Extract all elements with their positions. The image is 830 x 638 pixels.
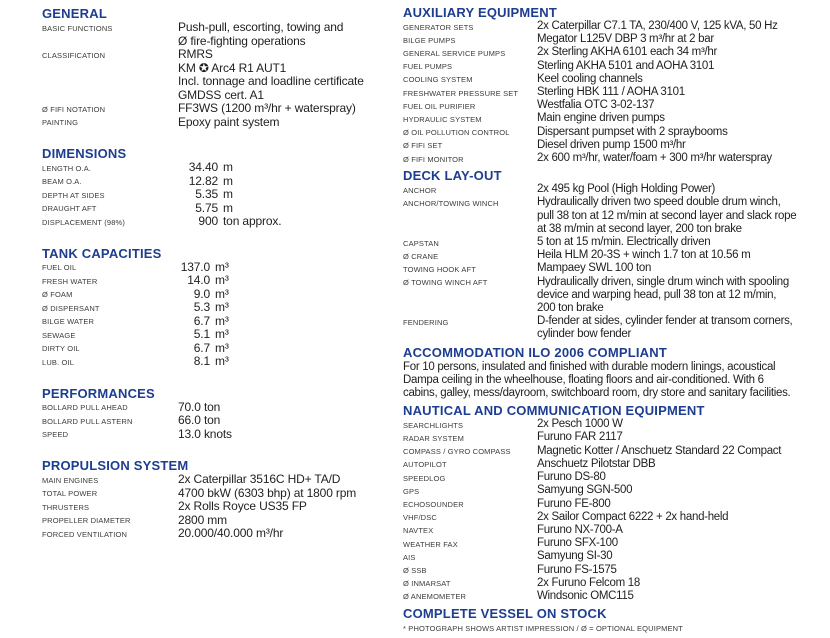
spec-label: ECHOSOUNDER xyxy=(403,500,464,509)
value-line: Windsonic OMC115 xyxy=(537,589,634,602)
spec-value xyxy=(537,445,830,458)
spec-row xyxy=(403,249,830,262)
value-line: 13.0 knots xyxy=(178,426,232,441)
spec-value xyxy=(537,458,830,471)
value-line: 2x Caterpillar C7.1 TA, 230/400 V, 125 kVA, 50 Hz xyxy=(537,20,778,32)
footnote: * PHOTOGRAPH SHOWS ARTIST IMPRESSION / Ø = OPTIONAL EQUIPMENT xyxy=(403,624,683,634)
spec-label: BOLLARD PULL AHEAD xyxy=(42,403,128,412)
spec-value xyxy=(537,183,830,196)
spec-value xyxy=(178,274,403,288)
spec-label: Ø ANEMOMETER xyxy=(403,592,467,602)
value-unit: m³ xyxy=(215,354,229,368)
spec-row xyxy=(403,20,830,33)
value-line: Samyung SI-30 xyxy=(537,550,613,563)
value-number: 14.0 xyxy=(187,273,210,287)
spec-label: Ø FIFI SET xyxy=(403,141,443,151)
spec-value xyxy=(178,527,403,541)
spec-value xyxy=(537,196,830,236)
value-unit: m³ xyxy=(215,273,229,287)
spec-label: FUEL OIL PURIFIER xyxy=(403,101,476,111)
spec-row xyxy=(42,401,403,415)
value-unit: ton approx. xyxy=(223,214,282,228)
spec-row xyxy=(403,276,830,316)
spec-label: THRUSTERS xyxy=(42,502,90,512)
spec-value xyxy=(537,262,830,275)
section-general xyxy=(42,6,403,129)
spec-label: FUEL OIL xyxy=(42,263,77,272)
value-number: 6.7 xyxy=(193,340,210,355)
value-line: 2x Sailor Compact 6222 + 2x hand-held xyxy=(537,510,729,523)
section-title: PROPULSION SYSTEM xyxy=(42,458,189,473)
value-number: 12.82 xyxy=(188,173,218,188)
spec-label: DEPTH AT SIDES xyxy=(42,190,105,200)
value-line: 20.000/40.000 m³/hr xyxy=(178,526,284,540)
spec-value xyxy=(537,524,830,537)
value-number: 5.75 xyxy=(195,200,218,215)
spec-row xyxy=(42,328,403,342)
paragraph-line: cabins, galley, mess/dayroom, switchboard room, dry store and sanitary facilities. xyxy=(403,387,791,400)
spec-row xyxy=(42,215,403,229)
value-line: Mampaey SWL 100 ton xyxy=(537,262,652,275)
spec-label: NAVTEX xyxy=(403,526,434,536)
value-number: 5.1 xyxy=(193,327,210,341)
spec-label: CAPSTAN xyxy=(403,238,439,248)
section-title: TANK CAPACITIES xyxy=(42,245,162,261)
spec-row xyxy=(42,527,403,541)
spec-value xyxy=(537,276,830,316)
value-line: Dispersant pumpset with 2 spraybooms xyxy=(537,125,728,138)
spec-row xyxy=(42,301,403,315)
value-unit: m³ xyxy=(215,340,229,355)
spec-value xyxy=(537,86,830,99)
spec-value xyxy=(178,288,403,302)
value-line: Anschuetz Pilotstar DBB xyxy=(537,457,656,470)
spec-label: BILGE PUMPS xyxy=(403,35,456,45)
spec-value xyxy=(178,188,403,202)
value-number: 8.1 xyxy=(193,354,210,368)
value-unit: m³ xyxy=(215,313,229,328)
value-number: 9.0 xyxy=(193,286,210,301)
section-accommodation-ilo-2006-compliant xyxy=(403,346,830,401)
value-unit: m³ xyxy=(215,259,229,274)
value-line: 2x Caterpillar 3516C HD+ TA/D xyxy=(178,472,341,486)
section-title: COMPLETE VESSEL ON STOCK xyxy=(403,606,607,622)
spec-value xyxy=(537,471,830,484)
section-title: DECK LAY-OUT xyxy=(403,168,502,184)
value-line: device and warping head, pull 38 ton at 12 m/min, xyxy=(537,288,777,301)
spec-label: TOWING HOOK AFT xyxy=(403,264,476,274)
spec-value xyxy=(178,514,403,528)
section-title: PERFORMANCES xyxy=(42,385,155,401)
value-unit: m xyxy=(223,187,233,201)
spec-row xyxy=(403,511,830,524)
value-line: FF3WS (1200 m³/hr + waterspray) xyxy=(178,101,356,115)
spec-value xyxy=(178,473,403,487)
spec-row xyxy=(42,355,403,369)
spec-row xyxy=(403,112,830,125)
spec-value xyxy=(537,46,830,59)
spec-row xyxy=(403,196,830,236)
spec-value xyxy=(178,21,403,48)
spec-value xyxy=(537,537,830,550)
spec-row xyxy=(403,86,830,99)
section-nautical-and-communication-equipment xyxy=(403,404,830,603)
spec-label: Ø INMARSAT xyxy=(403,579,451,589)
value-line: Sterling HBK 111 / AOHA 3101 xyxy=(537,86,685,99)
right-column xyxy=(403,6,830,633)
spec-label: COOLING SYSTEM xyxy=(403,75,473,85)
spec-value xyxy=(178,342,403,356)
spec-row xyxy=(403,152,830,165)
spec-row xyxy=(403,46,830,59)
spec-value xyxy=(178,175,403,189)
spec-row xyxy=(42,21,403,48)
spec-value xyxy=(178,102,403,116)
spec-label: AIS xyxy=(403,552,416,562)
spec-value xyxy=(537,60,830,73)
spec-label: MAIN ENGINES xyxy=(42,475,99,485)
spec-row xyxy=(403,498,830,511)
spec-row xyxy=(42,261,403,275)
spec-row xyxy=(42,175,403,189)
value-line: Ø fire-fighting operations xyxy=(178,33,306,48)
spec-value xyxy=(537,564,830,577)
spec-label: LENGTH O.A. xyxy=(42,163,92,173)
value-line: D-fender at sides, cylinder fender at transom corners, xyxy=(537,315,793,328)
value-line xyxy=(178,175,403,189)
value-line xyxy=(178,328,403,342)
spec-value xyxy=(537,33,830,46)
value-line: KM ✪ Arc4 R1 AUT1 xyxy=(178,60,287,75)
spec-row xyxy=(403,33,830,46)
spec-label: HYDRAULIC SYSTEM xyxy=(403,114,482,124)
value-line: 70.0 ton xyxy=(178,399,221,414)
spec-label: WEATHER FAX xyxy=(403,539,458,549)
spec-value xyxy=(178,355,403,369)
spec-label: CLASSIFICATION xyxy=(42,50,106,60)
spec-row xyxy=(403,418,830,431)
spec-label: GENERATOR SETS xyxy=(403,22,474,32)
spec-value xyxy=(178,116,403,130)
value-number: 6.7 xyxy=(193,313,210,328)
spec-row xyxy=(42,487,403,501)
spec-row xyxy=(42,116,403,130)
spec-value xyxy=(178,202,403,216)
value-line: Keel cooling channels xyxy=(537,72,643,85)
spec-row xyxy=(403,550,830,563)
value-line: RMRS xyxy=(178,47,213,61)
spec-label: GPS xyxy=(403,486,420,496)
value-line: Furuno FS-1575 xyxy=(537,563,617,576)
spec-label: FUEL PUMPS xyxy=(403,62,453,72)
spec-label: FRESHWATER PRESSURE SET xyxy=(403,88,519,98)
spec-row xyxy=(403,484,830,497)
spec-label: AUTOPILOT xyxy=(403,460,447,470)
spec-value xyxy=(537,152,830,165)
value-line: 4700 bkW (6303 bhp) at 1800 rpm xyxy=(178,485,357,500)
section-title: NAUTICAL AND COMMUNICATION EQUIPMENT xyxy=(403,403,705,419)
spec-row xyxy=(42,414,403,428)
spec-label: FRESH WATER xyxy=(42,276,98,286)
section-propulsion-system xyxy=(42,458,403,541)
spec-value xyxy=(178,414,403,428)
spec-row xyxy=(42,202,403,216)
value-line xyxy=(178,274,403,288)
spec-value xyxy=(178,401,403,415)
value-line xyxy=(178,188,403,202)
spec-value xyxy=(537,99,830,112)
spec-label: FORCED VENTILATION xyxy=(42,529,128,539)
spec-row xyxy=(403,564,830,577)
value-line: 2x Rolls Royce US35 FP xyxy=(178,499,307,513)
spec-row xyxy=(42,102,403,116)
value-line: 5 ton at 15 m/min. Electrically driven xyxy=(537,236,711,249)
spec-row xyxy=(403,99,830,112)
spec-value xyxy=(537,126,830,139)
spec-value xyxy=(537,484,830,497)
spec-row xyxy=(42,342,403,356)
value-line: Furuno FAR 2117 xyxy=(537,431,623,444)
spec-value xyxy=(178,301,403,315)
value-line xyxy=(178,288,403,302)
spec-value xyxy=(537,236,830,249)
spec-label: SEWAGE xyxy=(42,330,76,340)
section-auxiliary-equipment xyxy=(403,6,830,165)
value-unit: m xyxy=(223,160,233,174)
value-number: 34.40 xyxy=(188,160,218,174)
spec-label: SPEEDLOG xyxy=(403,473,446,483)
value-number: 5.3 xyxy=(193,300,210,314)
spec-row xyxy=(403,183,830,196)
spec-value xyxy=(537,431,830,444)
spec-label: PAINTING xyxy=(42,118,79,127)
spec-label: Ø OIL POLLUTION CONTROL xyxy=(403,128,510,138)
section-complete-vessel-on-stock xyxy=(403,607,830,621)
value-line: GMDSS cert. A1 xyxy=(178,87,264,102)
spec-row xyxy=(42,188,403,202)
value-line: Incl. tonnage and loadline certificate xyxy=(178,74,364,88)
value-line: 200 ton brake xyxy=(537,302,604,315)
spec-row xyxy=(42,161,403,175)
spec-label: DIRTY OIL xyxy=(42,344,80,353)
section-tank-capacities xyxy=(42,246,403,369)
spec-value xyxy=(178,161,403,175)
spec-label: Ø CRANE xyxy=(403,251,439,261)
spec-row xyxy=(42,315,403,329)
spec-value xyxy=(537,590,830,603)
spec-label: SPEED xyxy=(42,430,69,439)
paragraph-line: Dampa ceiling in the wheelhouse, floating floors and air-conditioned. With 6 xyxy=(403,373,764,386)
spec-label: Ø FOAM xyxy=(42,290,73,299)
section-title: DIMENSIONS xyxy=(42,146,127,161)
spec-label: Ø DISPERSANT xyxy=(42,303,100,313)
value-line: at 38 m/min at second layer, 200 ton brake xyxy=(537,222,742,235)
spec-value xyxy=(537,139,830,152)
spec-row xyxy=(403,590,830,603)
value-line: pull 38 ton at 12 m/min at second layer and slack rope xyxy=(537,209,797,222)
spec-row xyxy=(403,60,830,73)
value-line: 66.0 ton xyxy=(178,413,221,427)
spec-value xyxy=(537,511,830,524)
value-line: 2800 mm xyxy=(178,512,227,527)
section-dimensions xyxy=(42,146,403,229)
value-line: Hydraulically driven, single drum winch with spooling xyxy=(537,275,789,288)
spec-row xyxy=(403,431,830,444)
value-line xyxy=(178,202,403,216)
spec-label: LUB. OIL xyxy=(42,357,75,367)
value-line: Furuno FE-800 xyxy=(537,497,611,510)
spec-value xyxy=(537,577,830,590)
spec-row xyxy=(403,73,830,86)
spec-value xyxy=(537,73,830,86)
spec-row xyxy=(403,126,830,139)
spec-value xyxy=(537,249,830,262)
value-number: 900 xyxy=(198,214,218,228)
value-line: Megator L125V DBP 3 m³/hr at 2 bar xyxy=(537,33,714,46)
value-number: 5.35 xyxy=(195,187,218,201)
spec-row xyxy=(403,537,830,550)
spec-value xyxy=(178,215,403,229)
spec-row xyxy=(42,48,403,102)
spec-row xyxy=(403,524,830,537)
value-line: Heila HLM 20-3S + winch 1.7 ton at 10.56 m xyxy=(537,249,751,262)
value-line xyxy=(178,315,403,329)
value-line: Westfalia OTC 3-02-137 xyxy=(537,99,655,112)
paragraph-line: For 10 persons, insulated and finished with durable modern linings, acoustical xyxy=(403,360,776,373)
spec-value xyxy=(537,112,830,125)
value-unit: m³ xyxy=(215,300,229,314)
spec-value xyxy=(178,500,403,514)
value-number: 137.0 xyxy=(180,259,210,274)
spec-value xyxy=(537,418,830,431)
spec-label: Ø FIFI MONITOR xyxy=(403,154,464,164)
section-title: ACCOMMODATION ILO 2006 COMPLIANT xyxy=(403,344,668,360)
spec-label: BOLLARD PULL ASTERN xyxy=(42,416,133,426)
spec-row xyxy=(42,288,403,302)
spec-label: SEARCHLIGHTS xyxy=(403,420,464,430)
value-line: Samyung SGN-500 xyxy=(537,484,633,497)
spec-row xyxy=(403,236,830,249)
spec-label: Ø SSB xyxy=(403,566,427,576)
value-line: Furuno NX-700-A xyxy=(537,523,623,536)
value-line: 2x Pesch 1000 W xyxy=(537,418,623,431)
spec-value xyxy=(178,48,403,102)
spec-label: RADAR SYSTEM xyxy=(403,433,464,443)
spec-value xyxy=(178,261,403,275)
spec-value xyxy=(537,550,830,563)
spec-row xyxy=(42,514,403,528)
spec-label: BASIC FUNCTIONS xyxy=(42,23,113,33)
section-performances xyxy=(42,386,403,442)
spec-label: DRAUGHT AFT xyxy=(42,204,97,213)
value-line: Diesel driven pump 1500 m³/hr xyxy=(537,138,686,151)
value-line: Hydraulically driven two speed double drum winch, xyxy=(537,196,781,209)
value-line: Epoxy paint system xyxy=(178,114,280,129)
spec-row xyxy=(403,262,830,275)
spec-row xyxy=(42,428,403,442)
spec-row xyxy=(403,315,830,341)
value-unit: m xyxy=(223,173,233,188)
value-line: Furuno DS-80 xyxy=(537,471,606,484)
spec-label: PROPELLER DIAMETER xyxy=(42,516,131,525)
spec-row xyxy=(403,471,830,484)
value-line xyxy=(178,261,403,275)
value-line xyxy=(178,301,403,315)
spec-label: Ø FIFI NOTATION xyxy=(42,104,106,114)
value-line: 2x 495 kg Pool (High Holding Power) xyxy=(537,183,716,196)
spec-row xyxy=(42,274,403,288)
spec-row xyxy=(403,139,830,152)
spec-row xyxy=(42,473,403,487)
spec-label: Ø TOWING WINCH AFT xyxy=(403,278,488,288)
value-unit: m xyxy=(223,200,233,215)
value-line: Magnetic Kotter / Anschuetz Standard 22 Compact xyxy=(537,444,782,457)
spec-value xyxy=(178,487,403,501)
value-unit: m³ xyxy=(215,327,229,341)
spec-label: VHF/DSC xyxy=(403,513,437,523)
spec-row xyxy=(403,458,830,471)
spec-row xyxy=(42,500,403,514)
value-unit: m³ xyxy=(215,286,229,301)
spec-label: GENERAL SERVICE PUMPS xyxy=(403,48,506,58)
spec-label: ANCHOR xyxy=(403,185,437,195)
spec-label: FENDERING xyxy=(403,317,449,327)
value-line xyxy=(178,215,403,229)
value-line: cylinder bow fender xyxy=(537,328,632,341)
spec-value xyxy=(178,428,403,442)
section-title: AUXILIARY EQUIPMENT xyxy=(403,5,558,20)
spec-value xyxy=(178,328,403,342)
spec-row xyxy=(403,577,830,590)
value-line xyxy=(178,342,403,356)
spec-label: DISPLACEMENT (98%) xyxy=(42,217,125,227)
spec-label: BEAM O.A. xyxy=(42,177,82,186)
section-deck-lay-out xyxy=(403,169,830,341)
spec-value xyxy=(537,20,830,33)
value-line: 2x Furuno Felcom 18 xyxy=(537,576,640,589)
spec-label: COMPASS / GYRO COMPASS xyxy=(403,447,511,457)
value-line: 2x 600 m³/hr, water/foam + 300 m³/hr waterspray xyxy=(537,152,772,165)
value-line xyxy=(178,355,403,369)
spec-value xyxy=(178,315,403,329)
value-line: Sterling AKHA 5101 and AOHA 3101 xyxy=(537,59,715,72)
section-title: GENERAL xyxy=(42,6,107,21)
value-line: 2x Sterling AKHA 6101 each 34 m³/hr xyxy=(537,46,717,59)
spec-value xyxy=(537,315,830,341)
value-line: Furuno SFX-100 xyxy=(537,537,618,550)
section-paragraph xyxy=(403,361,830,401)
value-line xyxy=(178,161,403,175)
spec-label: TOTAL POWER xyxy=(42,489,98,498)
spec-row xyxy=(403,445,830,458)
spec-label: BILGE WATER xyxy=(42,317,95,326)
spec-label: ANCHOR/TOWING WINCH xyxy=(403,198,499,208)
value-line: Main engine driven pumps xyxy=(537,112,665,125)
left-column xyxy=(42,6,403,541)
spec-value xyxy=(537,498,830,511)
value-line: Push-pull, escorting, towing and xyxy=(178,20,344,34)
